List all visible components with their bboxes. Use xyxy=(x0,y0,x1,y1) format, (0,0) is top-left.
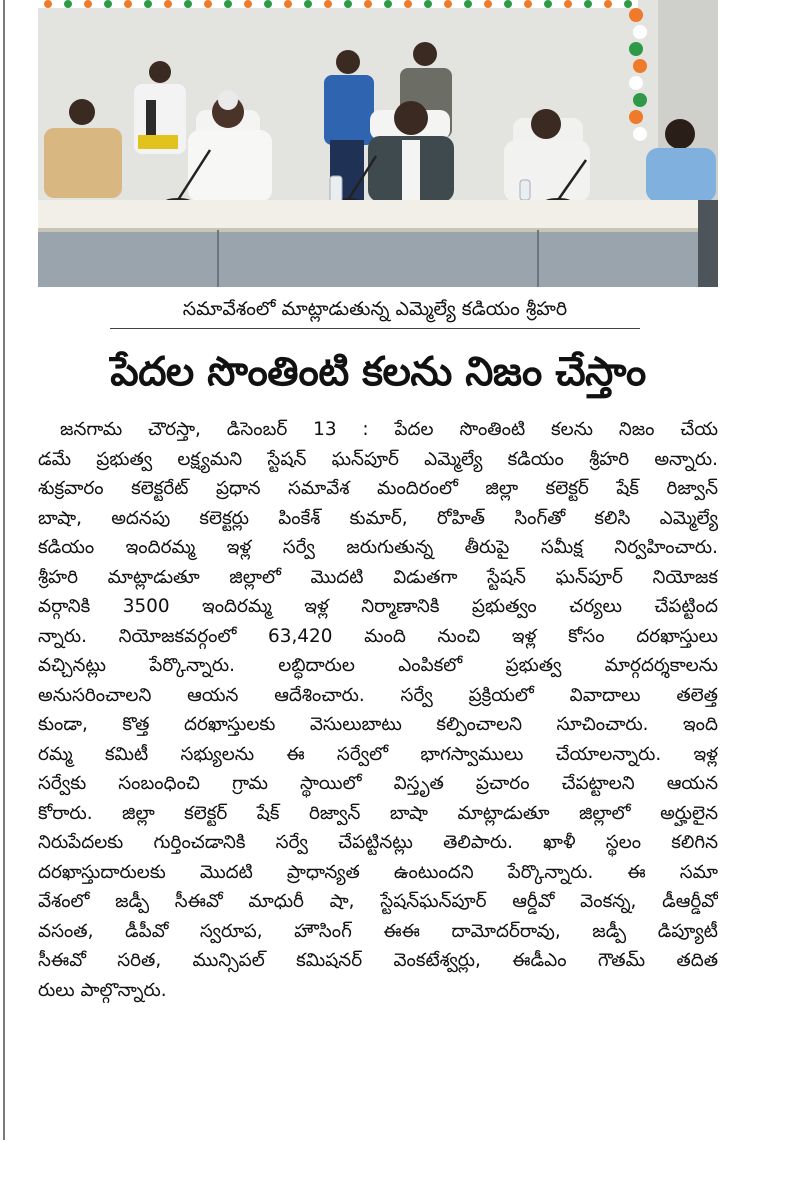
article-line: వసంత, డీపీవో స్వరూప, హౌసింగ్ ఈఈ దామోదర్‌రావు, జడ్పీ డిప్యూటీ xyxy=(38,920,718,942)
seated-person-3 xyxy=(368,101,454,202)
article-line: సర్వేకు సంబంధించి గ్రామ స్థాయిలో విస్తృత ప్రచారం చేపట్టాలని ఆయన xyxy=(38,773,718,794)
article-line: రులు పాల్గొన్నారు. xyxy=(38,979,167,1001)
article-line: డమే ప్రభుత్వ లక్ష్యమని స్టేషన్ ఘన్‌పూర్ ఎమ్మెల్యే కడియం శ్రీహరి అన్నారు. xyxy=(38,448,718,470)
article-line: రమ్మ కమిటీ సభ్యులను ఈ సర్వేలో భాగస్వాములు చేయాలన్నారు. ఇళ్ల xyxy=(38,743,718,765)
news-photo xyxy=(38,0,718,287)
seated-person-4 xyxy=(504,109,590,202)
article-line: శ్రీహరి మాట్లాడుతూ జిల్లాలో మొదటి విడుతగా స్టేషన్ ఘన్‌పూర్ నియోజక xyxy=(38,566,718,588)
article-line: కుండా, కొత్త దరఖాస్తులకు వెసులుబాటు కల్పించాలని సూచించారు. ఇంది xyxy=(38,714,718,735)
photo-caption: సమావేశంలో మాట్లాడుతున్న ఎమ్మెల్యే కడియం శ్రీహరి xyxy=(110,290,640,329)
article-line: నిరుపేదలకు గుర్తించడానికి సర్వే చేపట్టినట్లు తెలిపారు. ఖాళీ స్థలం కలిగిన xyxy=(38,832,718,853)
column-rule xyxy=(3,0,5,1140)
article-line: న్నారు. నియోజకవర్గంలో 63,420 మంది నుంచి ఇళ్ల కోసం దరఖాస్తులు xyxy=(38,625,718,647)
article-line: కోరారు. జిల్లా కలెక్టర్ షేక్ రిజ్వాన్ బాషా మాట్లాడుతూ జిల్లాలో అర్హులైన xyxy=(38,802,718,824)
article-line: జనగామ చౌరస్తా, డిసెంబర్ 13 : పేదల సొంతింటి కలను నిజం చేయ xyxy=(60,419,718,440)
article-line: వచ్చినట్లు పేర్కొన్నారు. లబ్ధిదారుల ఎంపికలో ప్రభుత్వ మార్గదర్శకాలను xyxy=(38,655,718,676)
meeting-photo-illustration xyxy=(38,0,718,287)
article-line: వర్గానికి 3500 ఇందిరమ్మ ఇళ్ల నిర్మాణానికి ప్రభుత్వం చర్యలు చేపట్టింద xyxy=(38,596,718,617)
article-line: అనుసరించాలని ఆయన ఆదేశించారు. సర్వే ప్రక్రియలో వివాదాలు తలెత్త xyxy=(38,684,718,706)
article-line: దరఖాస్తుదారులకు మొదటి ప్రాధాన్యత ఉంటుందని పేర్కొన్నారు. ఈ సమా xyxy=(38,861,718,883)
article-line: సీఈవో సరిత, మున్సిపల్ కమిషనర్ వెంకటేశ్వర్లు, ఈడీఎం గౌతమ్ తదిత xyxy=(38,950,718,971)
article-body xyxy=(38,415,718,1005)
article-line: వేశంలో జడ్పీ సీఈవో మాధురీ షా, స్టేషన్‌ఘన్‌పూర్ ఆర్డీవో వెంకన్న, డీఆర్డీవో xyxy=(38,891,718,912)
article-line: బాషా, అదనపు కలెక్టర్లు పింకేశ్ కుమార్, రోహిత్ సింగ్‌తో కలిసి ఎమ్మెల్యే xyxy=(38,507,718,529)
headline: పేదల సొంతింటి కలను నిజం చేస్తాం xyxy=(110,349,646,395)
article-line: కడియం ఇందిరమ్మ ఇళ్ల సర్వే జరుగుతున్న తీరుపై సమీక్ష నిర్వహించారు. xyxy=(38,537,718,558)
article-line: శుక్రవారం కలెక్టరేట్ ప్రధాన సమావేశ మందిరంలో జిల్లా కలెక్టర్ షేక్ రిజ్వాన్ xyxy=(38,478,718,499)
